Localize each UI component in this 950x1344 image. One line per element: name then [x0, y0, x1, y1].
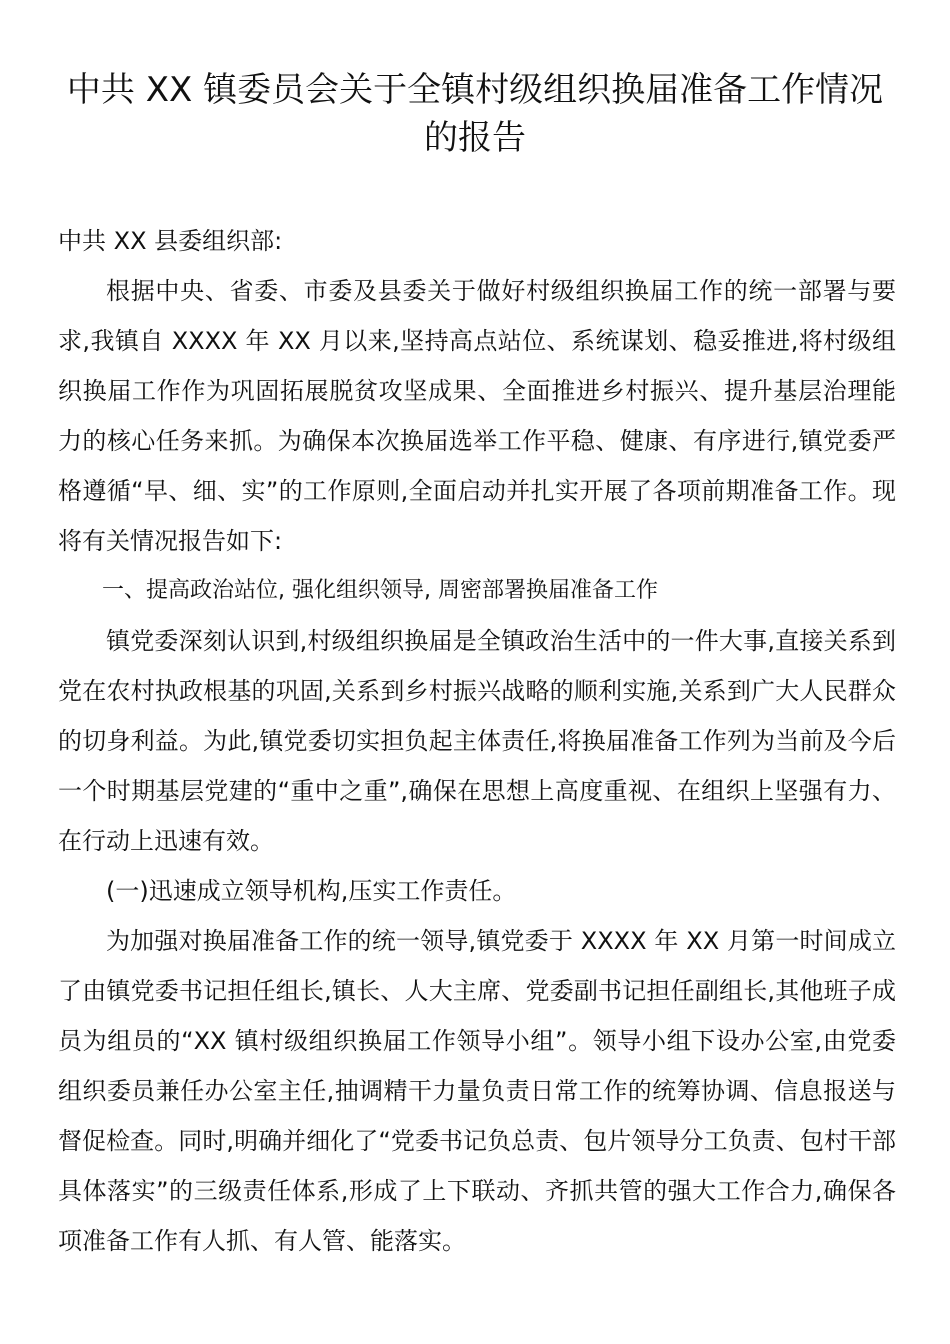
- section-heading-1: 一、提高政治站位, 强化组织领导, 周密部署换届准备工作: [102, 578, 658, 603]
- title-line-1: 中共 XX 镇委员会关于全镇村级组织换届准备工作情况: [66, 70, 884, 110]
- salutation: 中共 XX 县委组织部:: [58, 227, 283, 255]
- title-line-2: 的报告: [424, 118, 526, 158]
- document-body: [58, 216, 896, 1266]
- subsection-heading-1: (一)迅速成立领导机构,压实工作责任。: [106, 877, 517, 905]
- document-title: [40, 66, 910, 162]
- subsection-1-paragraph: 为加强对换届准备工作的统一领导,镇党委于 XXXX 年 XX 月第一时间成立了由镇党委书记担任组长,镇长、人大主席、党委副书记担任副组长,其他班子成员为组员的“XX 镇村级组织换届工作领导小组”。领导小组下设办公室,由党委组织委员兼任办公室主任,抽调精干力量负责日常工作的统筹协调、信息报送与督促检查。同时,明确并细化了“党委书记负总责、包片领导分工负责、包村干部具体落实”的三级责任体系,形成了上下联动、齐抓共管的强大工作合力,确保各项准备工作有人抓、有人管、能落实。: [58, 927, 896, 1255]
- section-1-paragraph: 镇党委深刻认识到,村级组织换届是全镇政治生活中的一件大事,直接关系到党在农村执政根基的巩固,关系到乡村振兴战略的顺利实施,关系到广大人民群众的切身利益。为此,镇党委切实担负起主体责任,将换届准备工作列为当前及今后一个时期基层党建的“重中之重”,确保在思想上高度重视、在组织上坚强有力、在行动上迅速有效。: [58, 627, 896, 855]
- intro-paragraph: 根据中央、省委、市委及县委关于做好村级组织换届工作的统一部署与要求,我镇自 XXXX 年 XX 月以来,坚持高点站位、系统谋划、稳妥推进,将村级组织换届工作作为巩固拓展脱贫攻坚成果、全面推进乡村振兴、提升基层治理能力的核心任务来抓。为确保本次换届选举工作平稳、健康、有序进行,镇党委严格遵循“早、细、实”的工作原则,全面启动并扎实开展了各项前期准备工作。现将有关情况报告如下:: [58, 277, 896, 555]
